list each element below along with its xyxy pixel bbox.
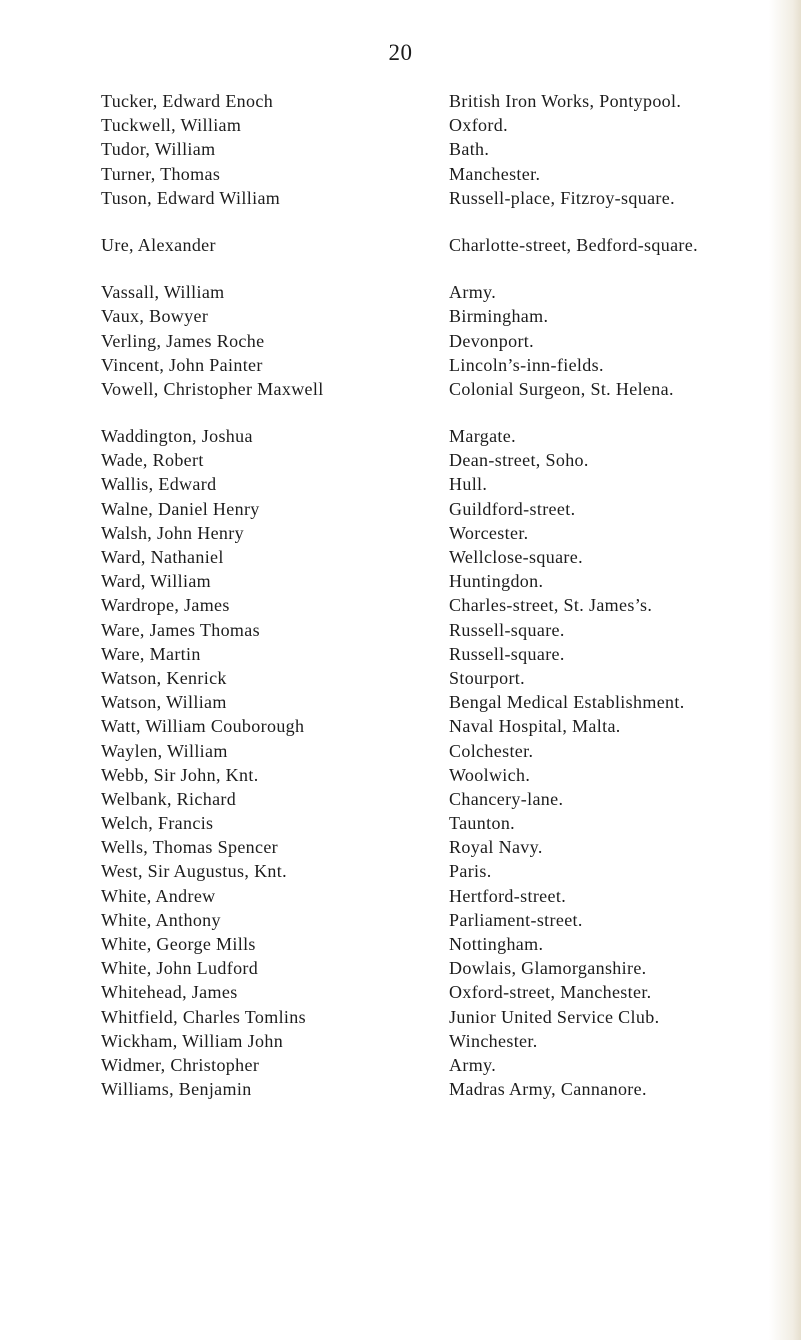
member-residence: Junior United Service Club. — [449, 1006, 660, 1027]
member-residence: Stourport. — [449, 667, 526, 688]
member-name: Whitehead, James — [101, 982, 238, 1003]
member-residence: Wellclose-square. — [449, 547, 583, 567]
member-name: White, Anthony — [101, 909, 221, 930]
member-name: Wallis, Edward — [101, 474, 217, 495]
member-name: Tudor, William — [101, 139, 216, 160]
member-entry — [101, 956, 791, 980]
page-number: 20 — [388, 40, 413, 65]
member-name: Watson, Kenrick — [101, 667, 227, 688]
member-residence: Chancery-lane. — [449, 788, 564, 809]
member-residence: Parliament-street. — [449, 909, 583, 930]
member-entry — [101, 1077, 791, 1101]
member-name: Wardrope, James — [101, 595, 230, 616]
member-residence: British Iron Works, Pontypool. — [449, 91, 682, 111]
member-name: Welbank, Richard — [101, 788, 237, 809]
letter-group — [101, 280, 791, 401]
member-residence: Naval Hospital, Malta. — [449, 716, 621, 737]
member-entry — [101, 377, 791, 401]
letter-group — [101, 89, 791, 210]
member-name: Ware, James Thomas — [101, 619, 260, 640]
member-name: Webb, Sir John, Knt. — [101, 764, 259, 785]
member-residence: Colchester. — [449, 740, 534, 761]
member-entry — [101, 642, 791, 666]
member-entry — [101, 186, 791, 210]
member-entry — [101, 137, 791, 161]
member-entry — [101, 714, 791, 738]
member-entry — [101, 811, 791, 835]
member-entry — [101, 932, 791, 956]
member-residence: Madras Army, Cannanore. — [449, 1079, 647, 1100]
member-residence: Margate. — [449, 426, 516, 447]
letter-group — [101, 233, 791, 257]
member-name: White, George Mills — [101, 934, 256, 954]
member-entry — [101, 89, 791, 113]
member-residence: Huntingdon. — [449, 571, 544, 592]
member-residence: Winchester. — [449, 1030, 538, 1051]
member-residence: Manchester. — [449, 163, 541, 184]
member-residence: Dowlais, Glamorganshire. — [449, 958, 647, 979]
member-residence: Paris. — [449, 861, 492, 882]
member-entry — [101, 666, 791, 690]
member-entry — [101, 884, 791, 908]
member-entry — [101, 859, 791, 883]
member-entry — [101, 593, 791, 617]
member-name: West, Sir Augustus, Knt. — [101, 861, 287, 882]
member-name: Wickham, William John — [101, 1030, 284, 1051]
member-residence: Taunton. — [449, 813, 516, 834]
member-entry — [101, 280, 791, 304]
member-residence: Colonial Surgeon, St. Helena. — [449, 378, 674, 399]
member-entry — [101, 424, 791, 448]
member-residence: Charlotte-street, Bedford-square. — [449, 234, 698, 255]
member-entry — [101, 763, 791, 787]
member-name: Watson, William — [101, 692, 227, 713]
member-residence: Nottingham. — [449, 934, 544, 954]
member-name: Waylen, William — [101, 740, 228, 761]
member-name: Ure, Alexander — [101, 234, 216, 255]
member-residence: Guildford-street. — [449, 498, 576, 519]
member-residence: Russell-square. — [449, 643, 565, 664]
member-name: Turner, Thomas — [101, 163, 221, 184]
member-entry — [101, 353, 791, 377]
member-name: Walsh, John Henry — [101, 522, 244, 543]
member-residence: Hertford-street. — [449, 885, 567, 906]
member-residence: Bath. — [449, 139, 490, 160]
member-entry — [101, 1029, 791, 1053]
member-entry — [101, 618, 791, 642]
letter-group — [101, 424, 791, 1101]
member-entry — [101, 835, 791, 859]
member-entry — [101, 113, 791, 137]
member-entry — [101, 545, 791, 569]
member-entry — [101, 233, 791, 257]
member-name: Tucker, Edward Enoch — [101, 91, 274, 111]
member-name: Wade, Robert — [101, 450, 204, 471]
member-residence: Hull. — [449, 474, 488, 495]
member-entry — [101, 497, 791, 521]
member-residence: Lincoln’s-inn-fields. — [449, 354, 604, 375]
member-entry — [101, 472, 791, 496]
member-name: Verling, James Roche — [101, 330, 265, 351]
member-name: Walne, Daniel Henry — [101, 498, 260, 519]
member-name: Whitfield, Charles Tomlins — [101, 1006, 306, 1027]
member-entry — [101, 1053, 791, 1077]
member-name: Ware, Martin — [101, 643, 201, 664]
member-entry — [101, 908, 791, 932]
member-residence: Russell-place, Fitzroy-square. — [449, 187, 675, 208]
member-name: Williams, Benjamin — [101, 1079, 252, 1100]
member-residence: Worcester. — [449, 522, 529, 543]
member-name: Vowell, Christopher Maxwell — [101, 378, 324, 399]
member-entry — [101, 739, 791, 763]
member-name: Vaux, Bowyer — [101, 306, 209, 327]
member-name: Ward, Nathaniel — [101, 547, 224, 567]
member-residence: Royal Navy. — [449, 837, 543, 858]
member-residence: Army. — [449, 282, 497, 303]
member-residence: Army. — [449, 1054, 497, 1075]
member-residence: Woolwich. — [449, 764, 531, 785]
member-name: Vincent, John Painter — [101, 354, 263, 375]
member-entry — [101, 521, 791, 545]
member-entry — [101, 329, 791, 353]
member-residence: Dean-street, Soho. — [449, 450, 589, 471]
member-name: Ward, William — [101, 571, 212, 592]
member-entry — [101, 162, 791, 186]
member-name: Wells, Thomas Spencer — [101, 837, 279, 858]
member-name: Watt, William Couborough — [101, 716, 305, 737]
member-name: Waddington, Joshua — [101, 426, 253, 447]
member-entry — [101, 980, 791, 1004]
member-name: Tuckwell, William — [101, 115, 242, 136]
member-name: Tuson, Edward William — [101, 187, 281, 208]
member-residence: Birmingham. — [449, 306, 549, 327]
member-residence: Oxford. — [449, 115, 508, 136]
member-entry — [101, 569, 791, 593]
member-name: Vassall, William — [101, 282, 225, 303]
member-entry — [101, 690, 791, 714]
member-name: White, John Ludford — [101, 958, 259, 979]
member-name: Widmer, Christopher — [101, 1054, 260, 1075]
member-residence: Charles-street, St. James’s. — [449, 595, 653, 616]
member-residence: Bengal Medical Establishment. — [449, 692, 685, 713]
member-entry — [101, 448, 791, 472]
member-residence: Oxford-street, Manchester. — [449, 982, 652, 1003]
members-listing — [101, 89, 791, 1124]
member-entry — [101, 787, 791, 811]
member-name: White, Andrew — [101, 885, 216, 906]
member-residence: Russell-square. — [449, 619, 565, 640]
member-name: Welch, Francis — [101, 813, 214, 834]
member-entry — [101, 304, 791, 328]
member-entry — [101, 1005, 791, 1029]
member-residence: Devonport. — [449, 330, 534, 351]
